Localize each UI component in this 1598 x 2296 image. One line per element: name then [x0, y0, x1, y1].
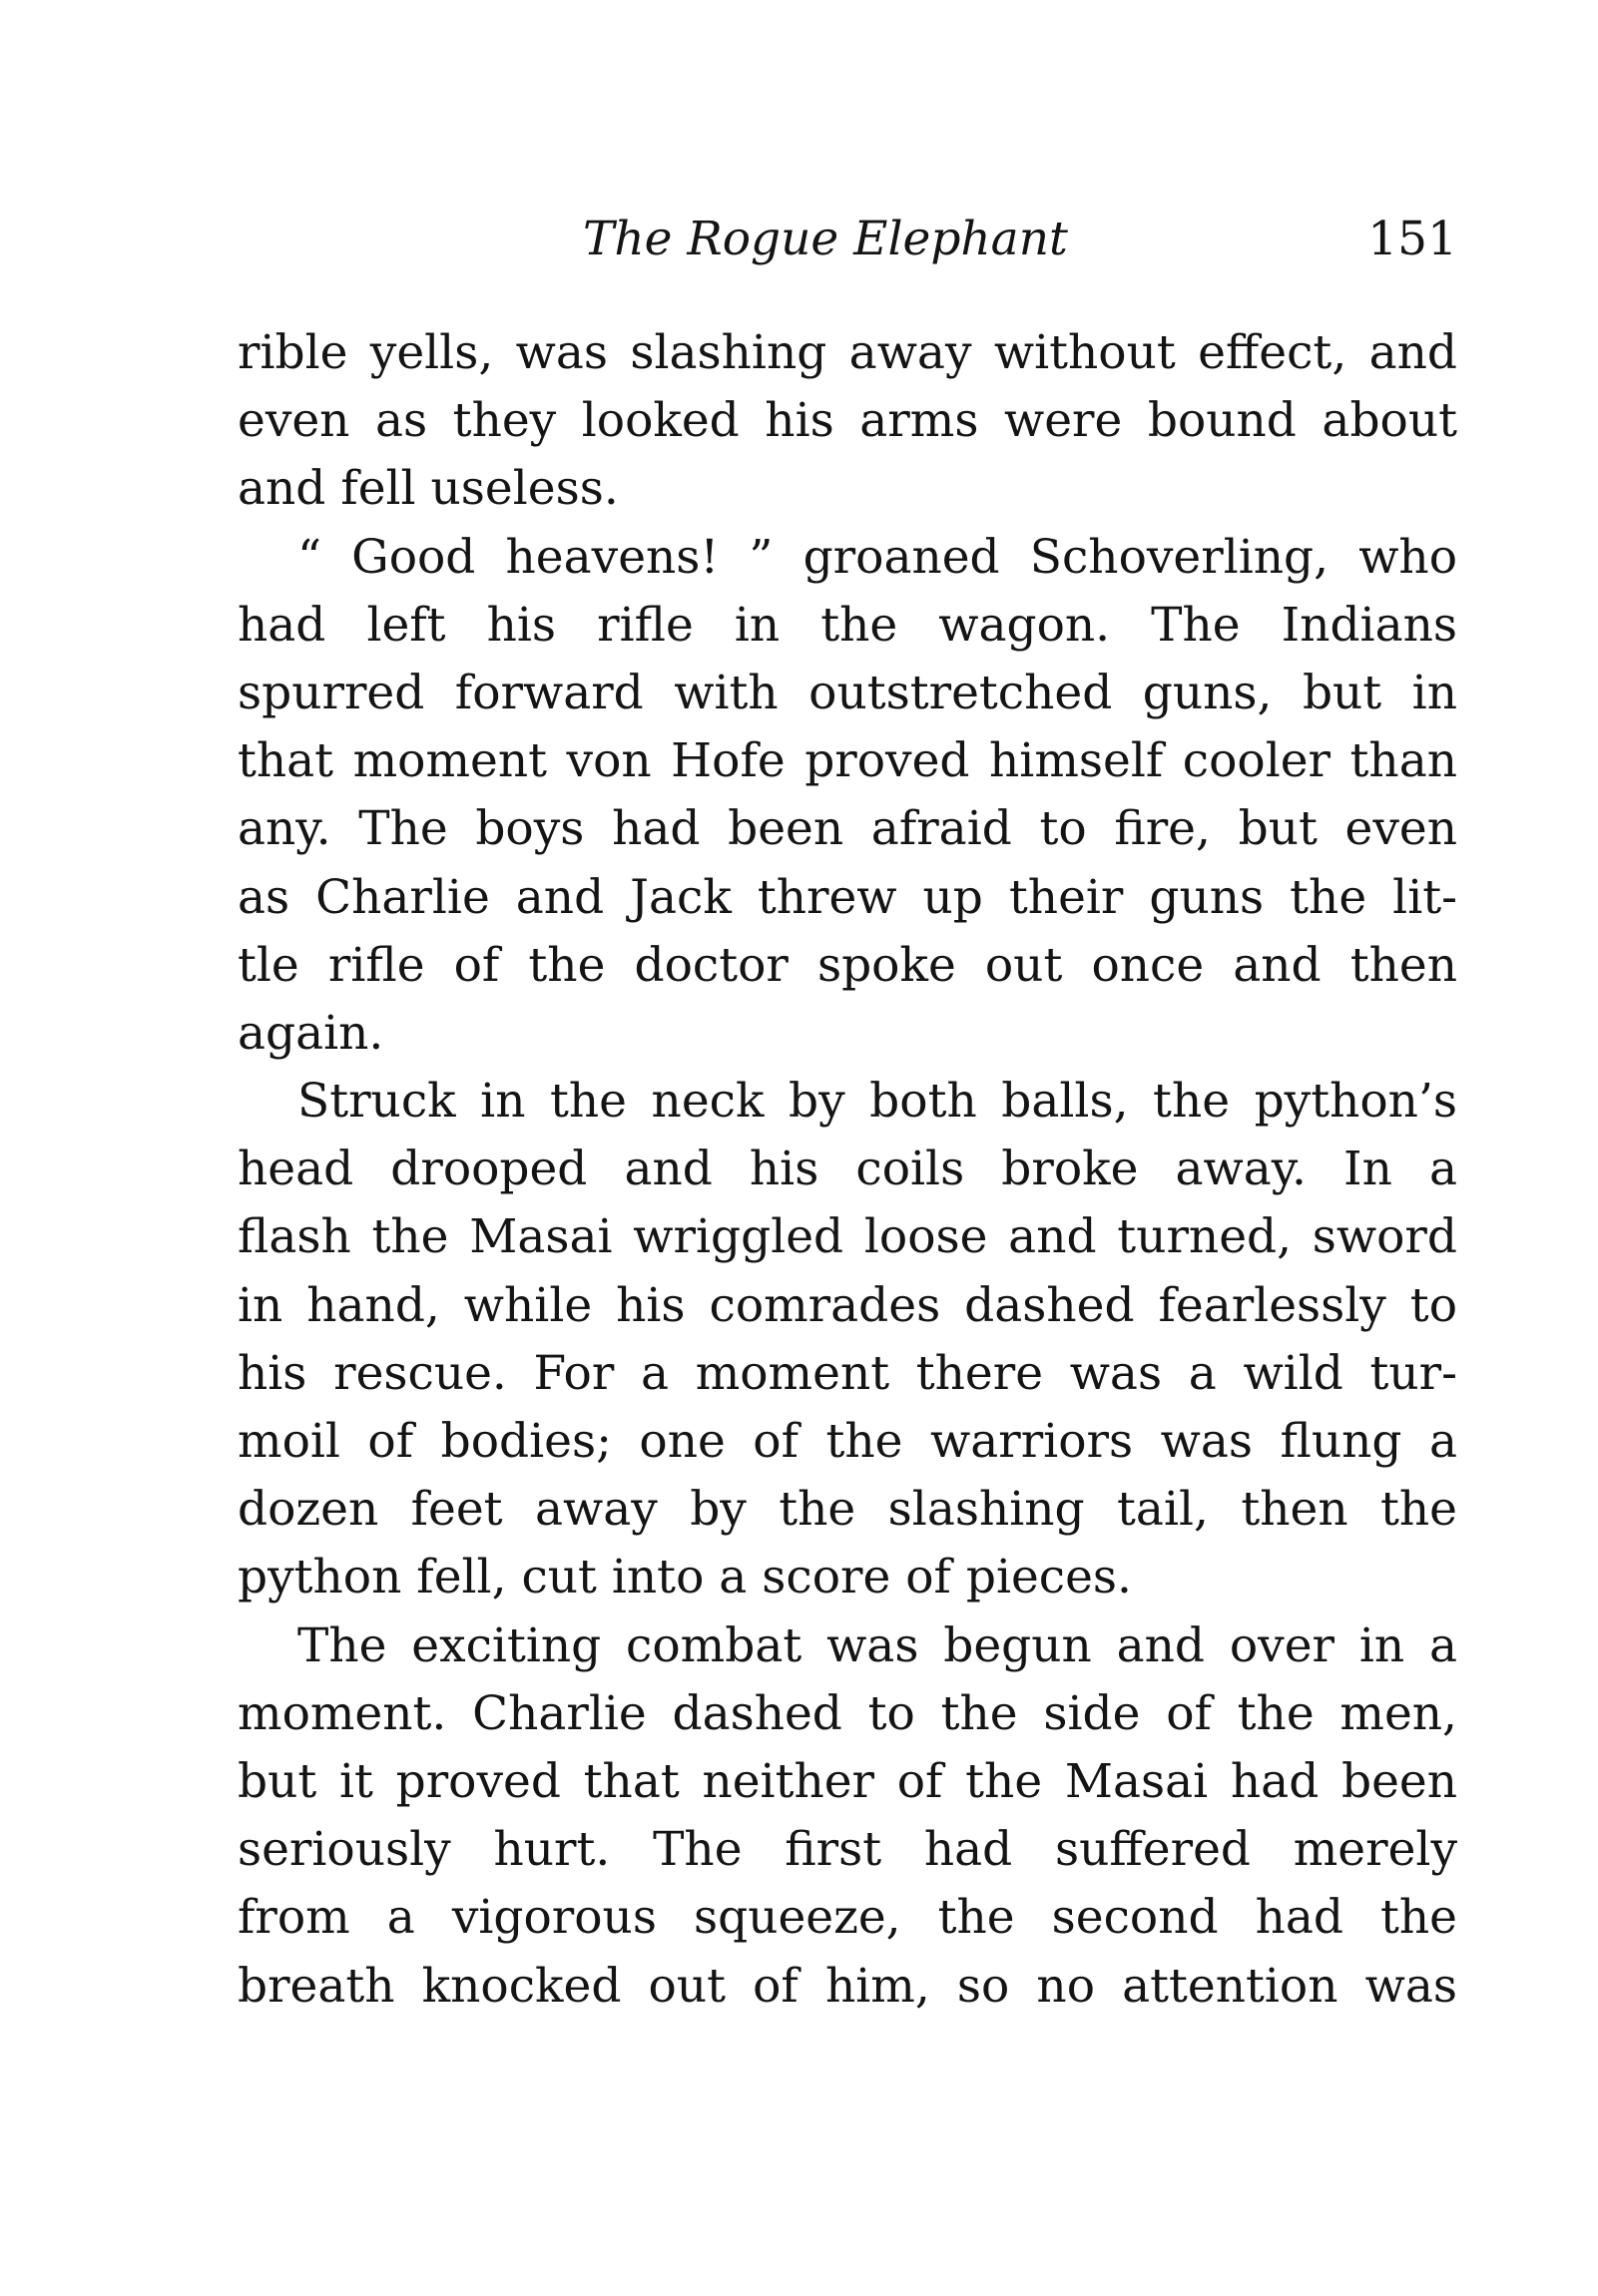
text-line: had left his rifle in the wagon. The Indians: [238, 597, 1457, 653]
text-line: The exciting combat was begun and over in a: [297, 1617, 1457, 1673]
body-text: [238, 319, 1457, 2021]
text-line: and fell useless.: [238, 461, 619, 517]
text-line: his rescue. For a moment there was a wild tur-: [238, 1345, 1457, 1401]
text-line: dozen feet away by the slashing tail, then the: [238, 1482, 1457, 1538]
text-line: seriously hurt. The first had suffered merely: [238, 1822, 1457, 1878]
running-title: The Rogue Elephant: [583, 212, 1068, 266]
running-head: [238, 205, 1457, 274]
text-line: rible yells, was slashing away without effect, and: [238, 325, 1457, 380]
text-line: moil of bodies; one of the warriors was flung a: [238, 1414, 1457, 1469]
text-line: breath knocked out of him, so no attention was: [238, 1958, 1457, 2014]
text-line: moment. Charlie dashed to the side of the men,: [238, 1685, 1457, 1741]
text-line: again.: [238, 1005, 384, 1061]
text-line: any. The boys had been afraid to fire, but even: [238, 801, 1457, 857]
page-number: 151: [1367, 212, 1457, 266]
text-line: python fell, cut into a score of pieces.: [238, 1550, 1132, 1606]
text-line: that moment von Hofe proved himself cooler than: [238, 733, 1457, 789]
text-line: tle rifle of the doctor spoke out once and then: [238, 937, 1457, 993]
text-line: even as they looked his arms were bound about: [238, 393, 1457, 449]
text-line: flash the Masai wriggled loose and turned, sword: [238, 1209, 1457, 1265]
text-line: Struck in the neck by both balls, the python’s: [297, 1074, 1457, 1130]
text-line: but it proved that neither of the Masai had been: [238, 1753, 1457, 1809]
text-line: from a vigorous squeeze, the second had the: [238, 1890, 1457, 1946]
text-line: as Charlie and Jack threw up their guns the lit-: [238, 869, 1457, 925]
text-line: “ Good heavens! ” groaned Schoverling, who: [297, 529, 1457, 585]
text-line: head drooped and his coils broke away. In a: [238, 1142, 1457, 1197]
text-line: in hand, while his comrades dashed fearlessly to: [238, 1277, 1457, 1333]
text-line: spurred forward with outstretched guns, but in: [238, 665, 1457, 720]
